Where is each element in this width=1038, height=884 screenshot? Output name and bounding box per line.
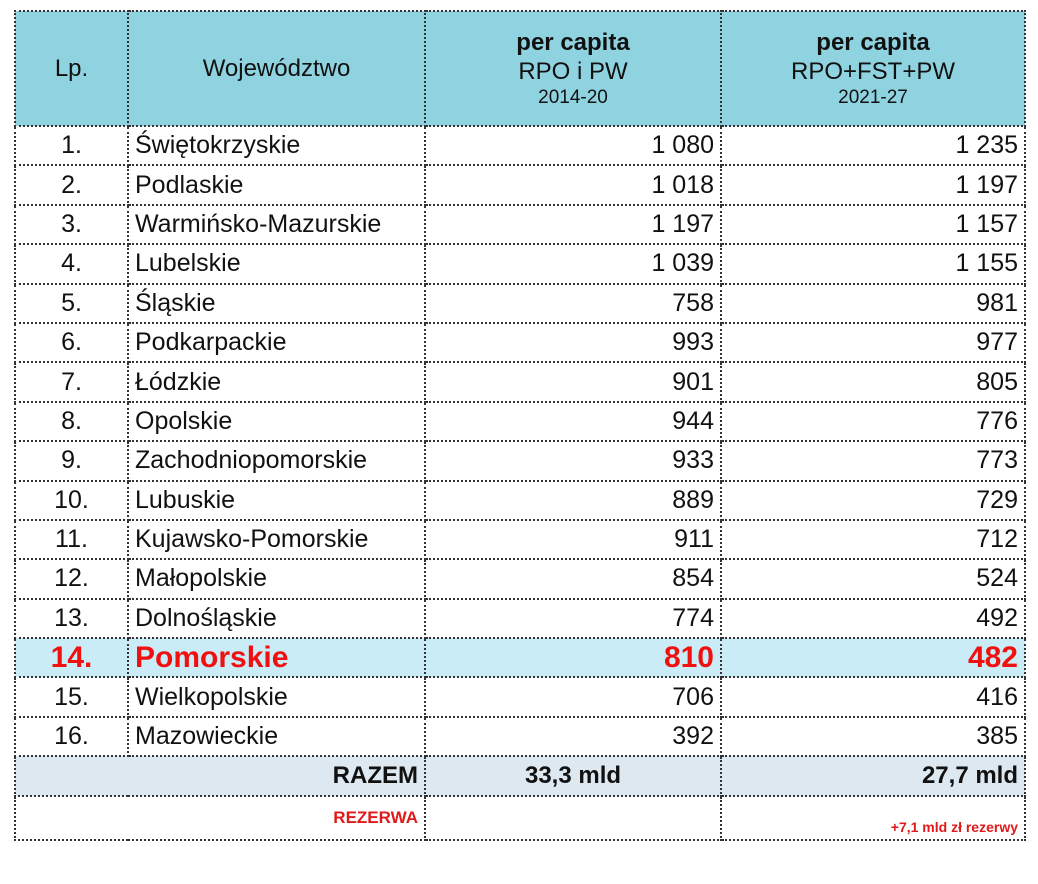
table-row	[15, 717, 1025, 756]
table-row	[15, 126, 1025, 165]
table-row	[15, 165, 1025, 204]
row-value-2014-20: 810	[425, 638, 721, 677]
row-value-2014-20: 889	[425, 481, 721, 520]
header-row	[15, 11, 1025, 126]
row-value-2021-27: 729	[721, 481, 1025, 520]
total-label: RAZEM	[15, 756, 425, 796]
row-value-2021-27: 416	[721, 677, 1025, 716]
row-value-2014-20: 901	[425, 362, 721, 401]
header-lp: Lp.	[15, 11, 128, 126]
row-value-2021-27: 981	[721, 284, 1025, 323]
row-lp: 7.	[15, 362, 128, 401]
row-region: Zachodniopomorskie	[128, 441, 425, 480]
header-col4-line3: 2021-27	[838, 87, 908, 109]
row-region: Podlaskie	[128, 165, 425, 204]
row-value-2021-27: 776	[721, 402, 1025, 441]
table-row	[15, 205, 1025, 244]
row-lp: 16.	[15, 717, 128, 756]
row-region: Małopolskie	[128, 559, 425, 598]
row-value-2014-20: 392	[425, 717, 721, 756]
header-col4-line1: per capita	[816, 28, 930, 56]
header-col4-line2: RPO+FST+PW	[790, 57, 956, 85]
row-region: Wielkopolskie	[128, 677, 425, 716]
table-row	[15, 599, 1025, 638]
row-lp: 4.	[15, 244, 128, 283]
total-value-2021-27: 27,7 mld	[721, 756, 1025, 796]
row-value-2014-20: 774	[425, 599, 721, 638]
row-value-2021-27: 524	[721, 559, 1025, 598]
row-region: Śląskie	[128, 284, 425, 323]
row-lp: 3.	[15, 205, 128, 244]
table-row	[15, 402, 1025, 441]
row-lp: 8.	[15, 402, 128, 441]
row-region: Kujawsko-Pomorskie	[128, 520, 425, 559]
row-value-2014-20: 911	[425, 520, 721, 559]
table-row	[15, 323, 1025, 362]
row-value-2021-27: 1 197	[721, 165, 1025, 204]
row-value-2021-27: 805	[721, 362, 1025, 401]
table-row	[15, 244, 1025, 283]
row-value-2021-27: 482	[721, 638, 1025, 677]
row-region: Warmińsko-Mazurskie	[128, 205, 425, 244]
row-lp: 14.	[15, 638, 128, 677]
row-value-2021-27: 773	[721, 441, 1025, 480]
row-value-2014-20: 933	[425, 441, 721, 480]
row-value-2021-27: 492	[721, 599, 1025, 638]
row-region: Lubelskie	[128, 244, 425, 283]
row-lp: 15.	[15, 677, 128, 716]
row-value-2014-20: 993	[425, 323, 721, 362]
header-col3-line1: per capita	[516, 28, 630, 56]
reserve-note: +7,1 mld zł rezerwy	[721, 796, 1025, 840]
row-lp: 6.	[15, 323, 128, 362]
row-value-2021-27: 385	[721, 717, 1025, 756]
row-lp: 12.	[15, 559, 128, 598]
row-value-2014-20: 1 018	[425, 165, 721, 204]
header-per-capita-2014-20	[425, 11, 721, 126]
row-lp: 1.	[15, 126, 128, 165]
row-value-2014-20: 944	[425, 402, 721, 441]
row-lp: 5.	[15, 284, 128, 323]
row-lp: 2.	[15, 165, 128, 204]
row-region: Opolskie	[128, 402, 425, 441]
table-row	[15, 677, 1025, 716]
row-region: Mazowieckie	[128, 717, 425, 756]
reserve-label: REZERWA	[15, 796, 425, 840]
row-value-2014-20: 1 080	[425, 126, 721, 165]
row-region: Świętokrzyskie	[128, 126, 425, 165]
table-row	[15, 520, 1025, 559]
row-region: Pomorskie	[128, 638, 425, 677]
row-value-2021-27: 977	[721, 323, 1025, 362]
table-row	[15, 559, 1025, 598]
table-row	[15, 362, 1025, 401]
row-region: Lubuskie	[128, 481, 425, 520]
row-value-2014-20: 706	[425, 677, 721, 716]
regional-funding-table	[14, 10, 1026, 841]
header-region: Województwo	[128, 11, 425, 126]
row-value-2014-20: 1 197	[425, 205, 721, 244]
table-row	[15, 481, 1025, 520]
header-col3-line3: 2014-20	[538, 87, 608, 109]
row-lp: 9.	[15, 441, 128, 480]
row-region: Podkarpackie	[128, 323, 425, 362]
row-lp: 10.	[15, 481, 128, 520]
row-value-2021-27: 1 157	[721, 205, 1025, 244]
total-value-2014-20: 33,3 mld	[425, 756, 721, 796]
row-value-2014-20: 1 039	[425, 244, 721, 283]
row-lp: 11.	[15, 520, 128, 559]
row-value-2014-20: 854	[425, 559, 721, 598]
row-value-2014-20: 758	[425, 284, 721, 323]
row-lp: 13.	[15, 599, 128, 638]
reserve-row	[15, 796, 1025, 840]
table-row	[15, 441, 1025, 480]
row-value-2021-27: 1 155	[721, 244, 1025, 283]
row-value-2021-27: 712	[721, 520, 1025, 559]
row-region: Dolnośląskie	[128, 599, 425, 638]
table-row-highlighted	[15, 638, 1025, 677]
reserve-empty-cell	[425, 796, 721, 840]
header-per-capita-2021-27	[721, 11, 1025, 126]
total-row	[15, 756, 1025, 796]
header-col3-line2: RPO i PW	[518, 57, 628, 85]
table-row	[15, 284, 1025, 323]
row-region: Łódzkie	[128, 362, 425, 401]
row-value-2021-27: 1 235	[721, 126, 1025, 165]
